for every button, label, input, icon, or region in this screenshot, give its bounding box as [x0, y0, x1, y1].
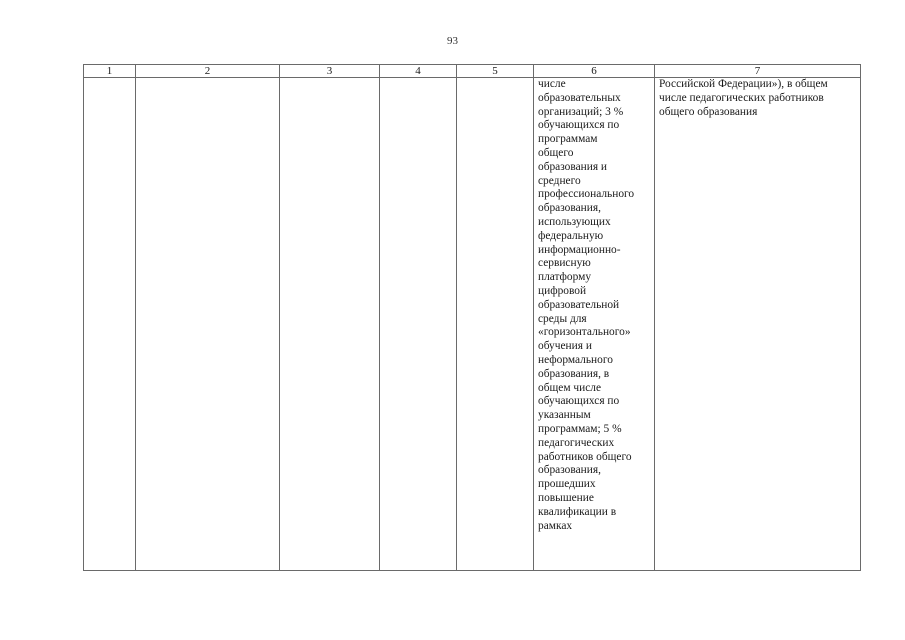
cell-col-1	[84, 78, 136, 571]
column-header-7: 7	[655, 65, 861, 78]
cell-col-4	[380, 78, 457, 571]
indicator-text: числе образовательных организаций; 3 % обучающихся по программам общего образования и среднего профессионального образования, использующих федеральную информационно- сервисную платформу цифровой образовательной среды для «горизонтального» обучения и неформального образования, в общем числе обучающихся по указанным программам; 5 % педагогических работников общего образования, прошедших повышение квалификации в рамках	[538, 78, 635, 532]
cell-col-3	[280, 78, 380, 571]
document-table	[83, 64, 861, 571]
table-row	[84, 78, 861, 571]
column-header-5: 5	[457, 65, 534, 78]
cell-col-2	[136, 78, 280, 571]
cell-col-6	[534, 78, 655, 571]
table-header-row	[84, 65, 861, 78]
note-text: Российской Федерации»), в общем числе педагогических работников общего образования	[659, 78, 828, 118]
column-header-6: 6	[534, 65, 655, 78]
cell-col-5	[457, 78, 534, 571]
column-header-1: 1	[84, 65, 136, 78]
page-number: 93	[447, 35, 458, 47]
cell-col-7	[655, 78, 861, 571]
column-header-2: 2	[136, 65, 280, 78]
column-header-4: 4	[380, 65, 457, 78]
column-header-3: 3	[280, 65, 380, 78]
